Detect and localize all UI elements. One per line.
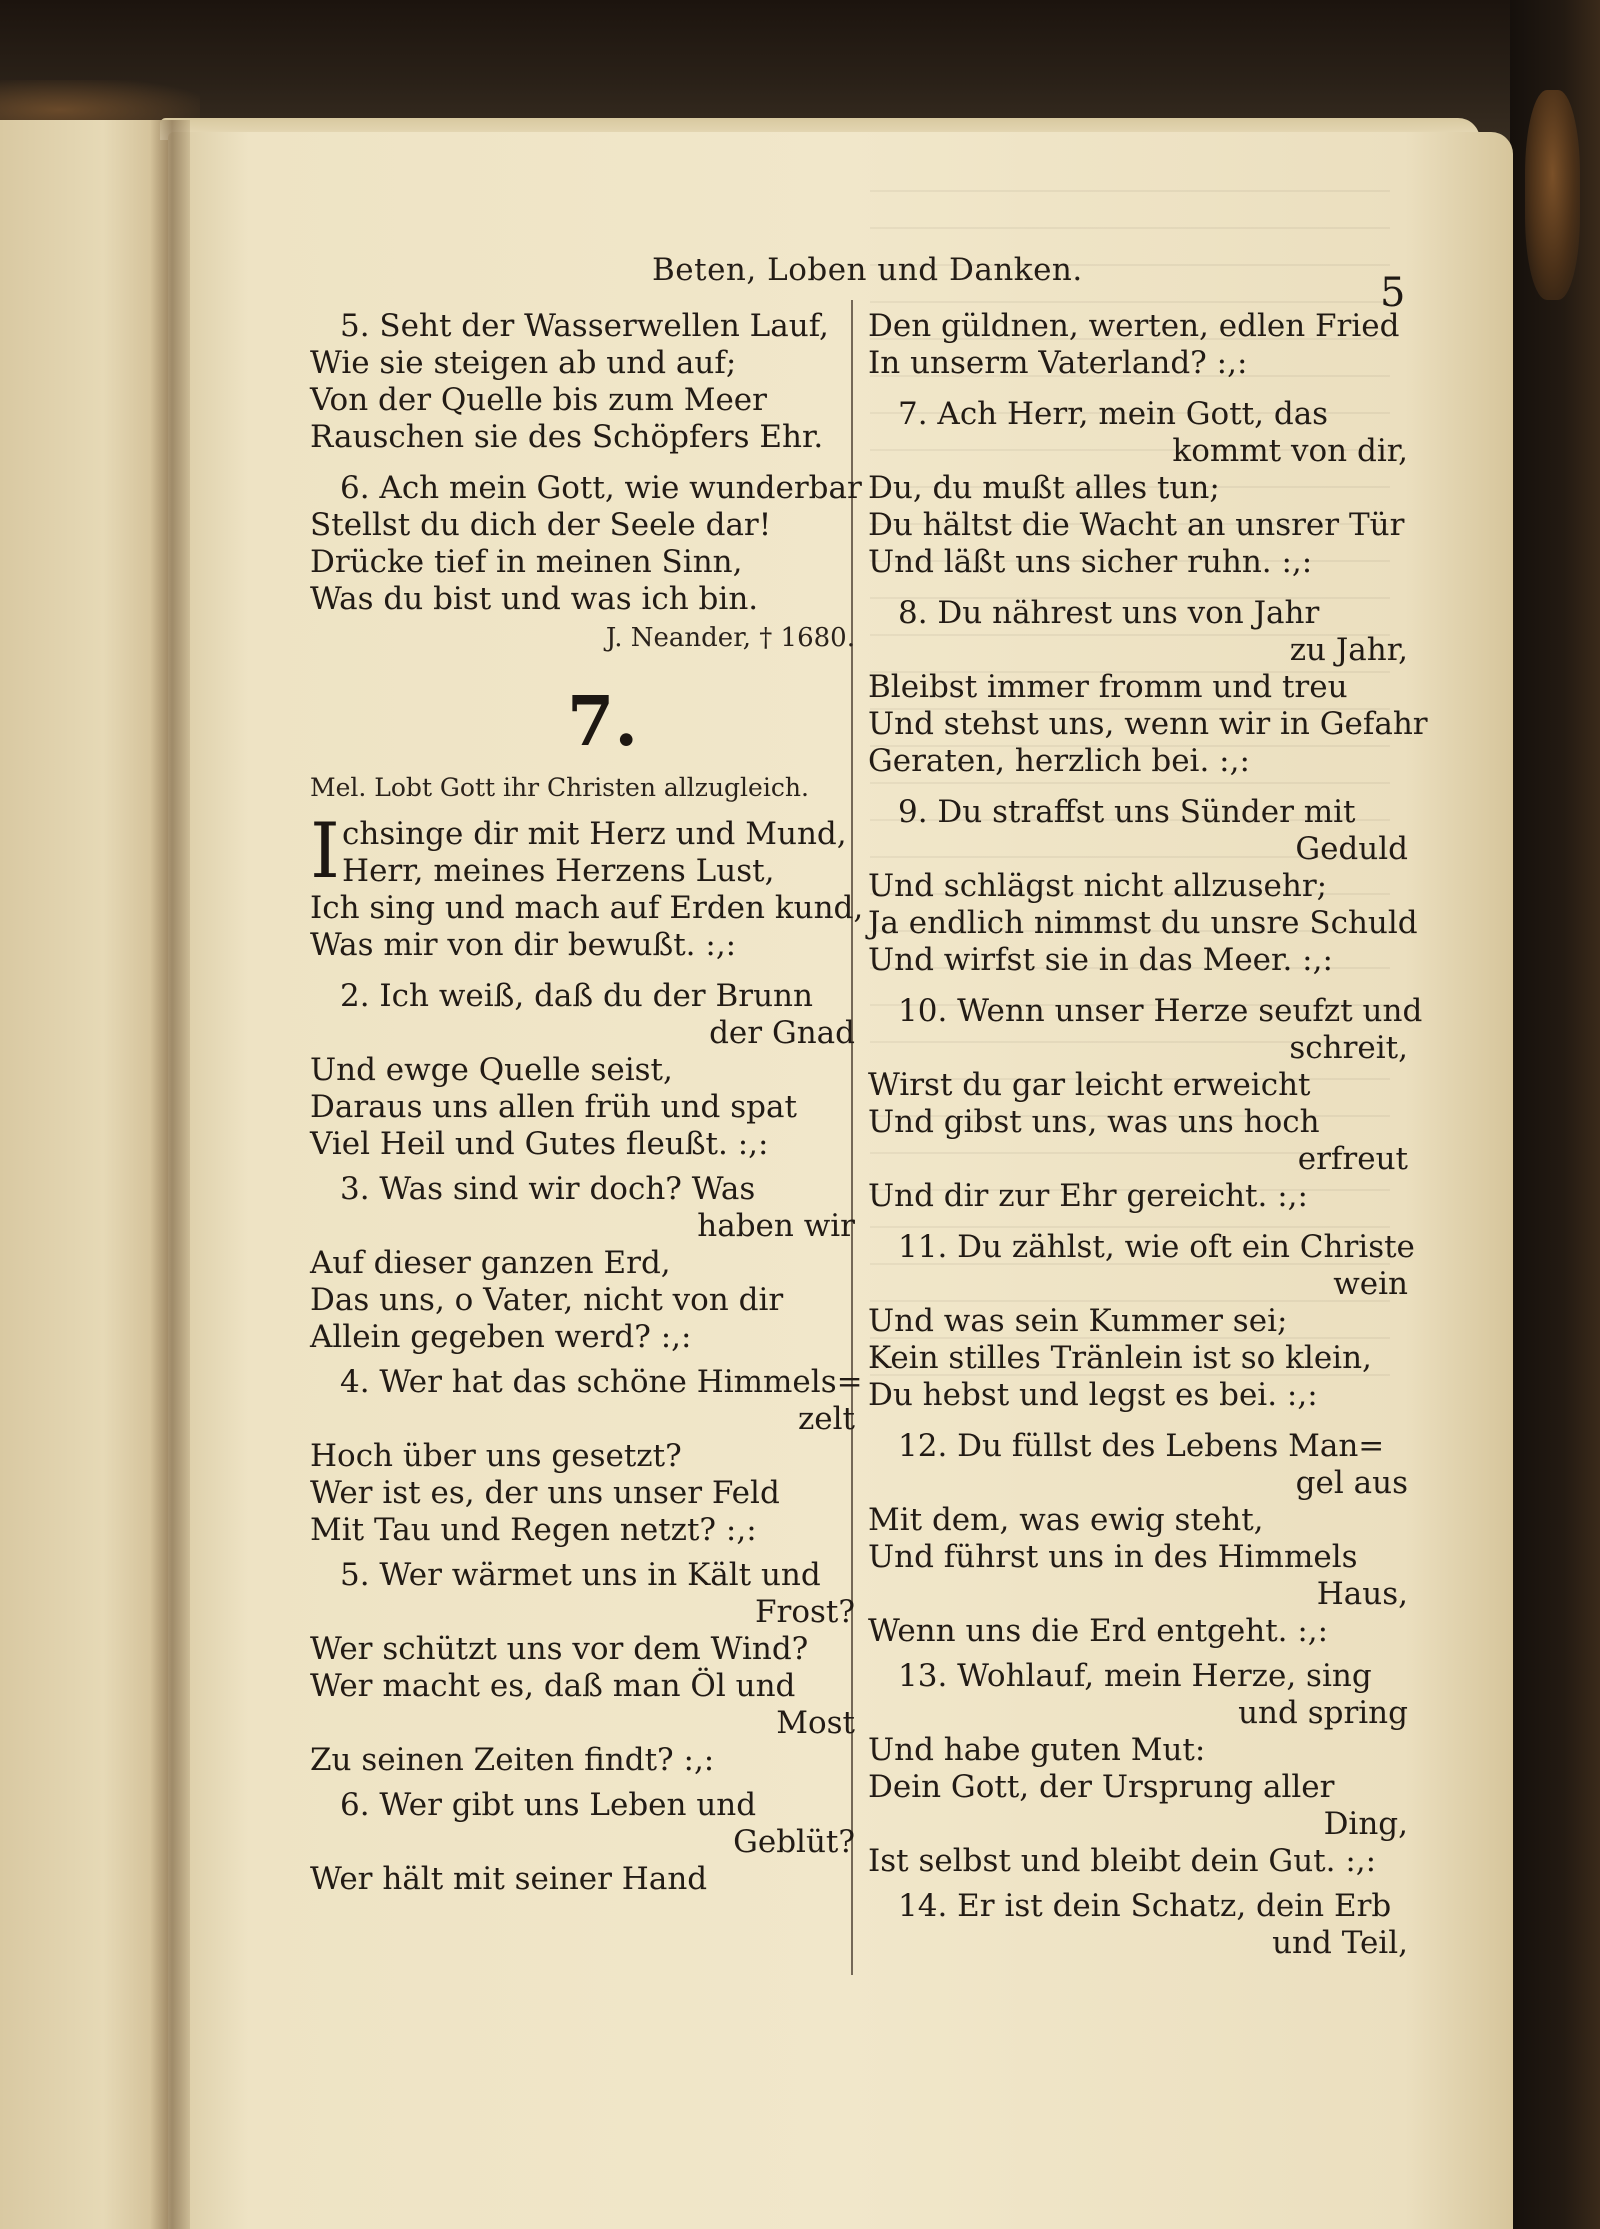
verse-line: Viel Heil und Gutes fleußt. :,:	[310, 1126, 769, 1162]
verse-line: Ich sing und mach auf Erden kund,	[310, 890, 864, 926]
verse-line: Das uns, o Vater, nicht von dir	[310, 1282, 784, 1318]
verse-line: Drücke tief in meinen Sinn,	[310, 544, 743, 580]
verse-line-continuation: Most	[776, 1705, 855, 1741]
verse-line: Bleibst immer fromm und treu	[868, 669, 1348, 705]
verse-line: 2. Ich weiß, daß du der Brunn	[340, 978, 813, 1014]
verse-line-continuation: wein	[1333, 1266, 1408, 1302]
verse-line: 12. Du füllst des Lebens Man=	[898, 1428, 1385, 1464]
verse-line: Wer hält mit seiner Hand	[310, 1861, 708, 1897]
verse-line: 10. Wenn unser Herze seufzt und	[898, 993, 1423, 1029]
hymn-attribution: J. Neander, † 1680.	[605, 623, 855, 653]
verse-line-continuation: Geblüt?	[733, 1824, 855, 1860]
verse-block	[868, 396, 1408, 581]
running-header: Beten, Loben und Danken.	[652, 252, 1083, 288]
verse-line: Auf dieser ganzen Erd,	[310, 1245, 671, 1281]
verse-line: Du hältst die Wacht an unsrer Tür	[868, 507, 1405, 543]
verse-line-continuation: Haus,	[1316, 1576, 1408, 1612]
left-page-sliver	[0, 120, 172, 2229]
verse-line-continuation: gel aus	[1295, 1465, 1408, 1501]
verse-line: Was mir von dir bewußt. :,:	[310, 927, 737, 963]
verse-block	[868, 993, 1423, 1215]
verse-line: In unserm Vaterland? :,:	[868, 345, 1248, 381]
verse-line: Du hebst und legst es bei. :,:	[868, 1377, 1318, 1413]
verse-line: Wer ist es, der uns unser Feld	[310, 1475, 780, 1511]
verse-line: Und habe guten Mut:	[868, 1732, 1206, 1768]
verse-line: Wirst du gar leicht erweicht	[868, 1067, 1311, 1103]
verse-line: chsinge dir mit Herz und Mund,	[342, 816, 847, 852]
verse-block	[310, 1171, 855, 1356]
verse-line-continuation: Frost?	[755, 1594, 855, 1630]
verse-block	[310, 978, 855, 1163]
dropcap-initial: I	[310, 806, 341, 895]
verse-line: Ist selbst und bleibt dein Gut. :,:	[868, 1843, 1377, 1879]
verse-line: Und ewge Quelle seist,	[310, 1052, 673, 1088]
verse-line-continuation: erfreut	[1297, 1141, 1408, 1177]
verse-block	[868, 1428, 1408, 1650]
hymn-number: 7.	[567, 682, 638, 762]
verse-line: 8. Du nährest uns von Jahr	[898, 595, 1320, 631]
verse-line: Hoch über uns gesetzt?	[310, 1438, 682, 1474]
verse-line: Und schlägst nicht allzusehr;	[868, 868, 1328, 904]
verse-line: 7. Ach Herr, mein Gott, das	[898, 396, 1329, 432]
verse-line: Wie sie steigen ab und auf;	[310, 345, 737, 381]
verse-line: Du, du mußt alles tun;	[868, 470, 1220, 506]
verse-line: Den güldnen, werten, edlen Fried	[868, 308, 1400, 344]
verse-line: Mit dem, was ewig steht,	[868, 1502, 1264, 1538]
verse-line: Und wirfst sie in das Meer. :,:	[868, 942, 1333, 978]
verse-line: Mit Tau und Regen netzt? :,:	[310, 1512, 757, 1548]
verse-line-continuation: und spring	[1238, 1695, 1408, 1731]
verse-line: Und gibst uns, was uns hoch	[868, 1104, 1320, 1140]
verse-line: Stellst du dich der Seele dar!	[310, 507, 772, 543]
verse-line: 9. Du straffst uns Sünder mit	[898, 794, 1356, 830]
verse-line-continuation: schreit,	[1289, 1030, 1408, 1066]
verse-line: 4. Wer hat das schöne Himmels=	[340, 1364, 863, 1400]
verse-block	[310, 1557, 855, 1779]
verse-line: 14. Er ist dein Schatz, dein Erb	[898, 1888, 1392, 1924]
verse-line: Und dir zur Ehr gereicht. :,:	[868, 1178, 1308, 1214]
page-number: 5	[1380, 270, 1406, 316]
verse-block	[310, 470, 862, 618]
verse-block	[868, 308, 1408, 382]
verse-line: 5. Seht der Wasserwellen Lauf,	[340, 308, 829, 344]
verse-block	[868, 1229, 1415, 1414]
verse-line-continuation: Geduld	[1295, 831, 1408, 867]
book-cover-spine-edge	[1510, 0, 1600, 2229]
verse-line: Rauschen sie des Schöpfers Ehr.	[310, 419, 824, 455]
verse-line: Dein Gott, der Ursprung aller	[868, 1769, 1335, 1805]
verse-line: 6. Ach mein Gott, wie wunderbar	[340, 470, 862, 506]
verse-line-continuation: der Gnad	[709, 1015, 855, 1051]
verse-line: Zu seinen Zeiten findt? :,:	[310, 1742, 715, 1778]
verse-block	[868, 1888, 1408, 1962]
verse-line: Herr, meines Herzens Lust,	[342, 853, 775, 889]
verse-line: Und was sein Kummer sei;	[868, 1303, 1288, 1339]
verse-line: 11. Du zählst, wie oft ein Christe	[898, 1229, 1415, 1265]
book-gutter-shadow	[150, 120, 190, 2229]
verse-line-continuation: haben wir	[697, 1208, 855, 1244]
verse-line: Allein gegeben werd? :,:	[310, 1319, 692, 1355]
melody-reference: Mel. Lobt Gott ihr Christen allzugleich.	[310, 773, 809, 802]
verse-block	[868, 595, 1428, 780]
verse-line-continuation: Ding,	[1323, 1806, 1408, 1842]
verse-line-continuation: zelt	[797, 1401, 855, 1437]
verse-block	[310, 1787, 855, 1898]
verse-line: Und läßt uns sicher ruhn. :,:	[868, 544, 1313, 580]
verse-line: Und führst uns in des Himmels	[868, 1539, 1358, 1575]
verse-block	[868, 794, 1418, 979]
verse-line: Geraten, herzlich bei. :,:	[868, 743, 1250, 779]
verse-line: Ja endlich nimmst du unsre Schuld	[868, 905, 1418, 941]
verse-line: Daraus uns allen früh und spat	[310, 1089, 797, 1125]
verse-block	[310, 308, 855, 456]
cover-wear-right	[1525, 90, 1580, 300]
verse-line: Was du bist und was ich bin.	[310, 581, 759, 617]
verse-line: Wer schützt uns vor dem Wind?	[310, 1631, 809, 1667]
verse-line: 6. Wer gibt uns Leben und	[340, 1787, 757, 1823]
verse-line: Und stehst uns, wenn wir in Gefahr	[868, 706, 1428, 742]
verse-line: Wenn uns die Erd entgeht. :,:	[868, 1613, 1329, 1649]
verse-line: Wer macht es, daß man Öl und	[310, 1668, 796, 1704]
verse-line-continuation: zu Jahr,	[1289, 632, 1408, 668]
verse-block	[310, 1364, 863, 1549]
verse-line: Kein stilles Tränlein ist so klein,	[868, 1340, 1372, 1376]
verse-line-continuation: und Teil,	[1272, 1925, 1408, 1961]
verse-line: 3. Was sind wir doch? Was	[340, 1171, 756, 1207]
verse-line-continuation: kommt von dir,	[1172, 433, 1408, 469]
left-text-column	[310, 308, 864, 1898]
verse-block	[868, 1658, 1408, 1880]
right-text-column	[868, 308, 1428, 1962]
verse-line: 13. Wohlauf, mein Herze, sing	[898, 1658, 1372, 1694]
verse-block-first	[310, 806, 864, 964]
verse-line: Von der Quelle bis zum Meer	[310, 382, 767, 418]
verse-line: 5. Wer wärmet uns in Kält und	[340, 1557, 821, 1593]
